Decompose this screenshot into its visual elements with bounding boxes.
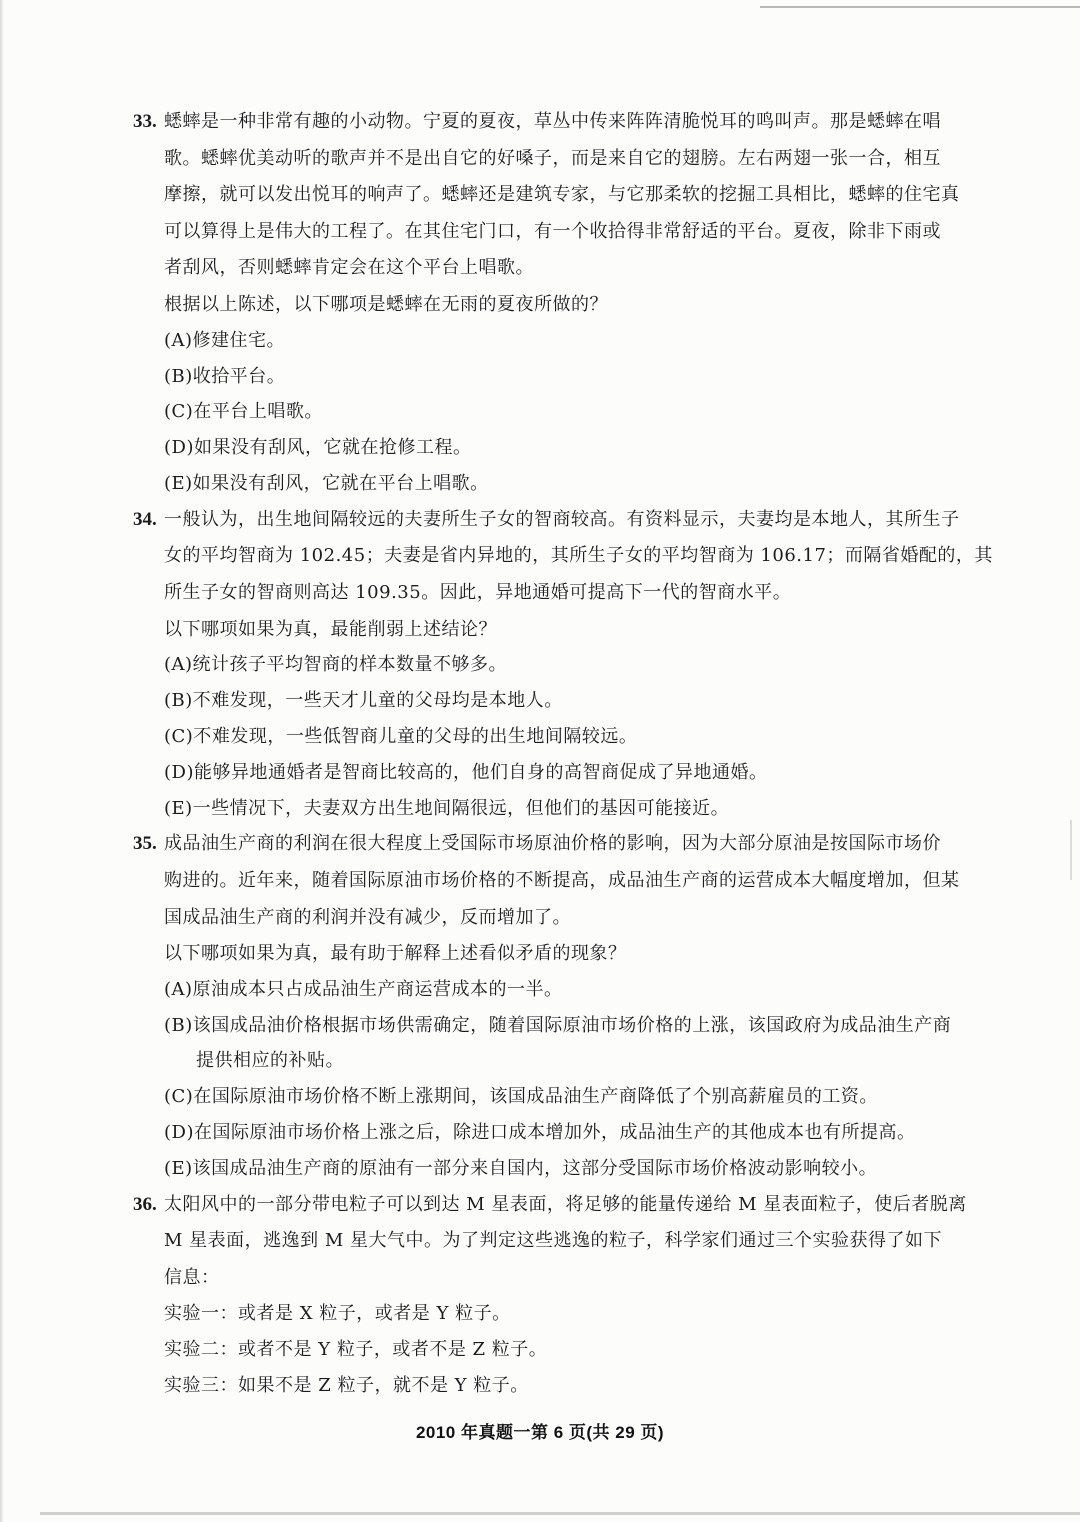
question-prompt: 根据以上陈述，以下哪项是蟋蟀在无雨的夏夜所做的？ bbox=[164, 293, 608, 315]
option-b: (B)收拾平台。 bbox=[164, 365, 286, 387]
question-number: 35. bbox=[133, 833, 157, 855]
scan-top-edge bbox=[760, 6, 1080, 8]
stem-line: 所生子女的智商则高达 109.35。因此，异地通婚可提高下一代的智商水平。 bbox=[164, 581, 792, 603]
option-b-line-1: (B)该国成品油价格根据市场供需确定，随着国际原油市场价格的上涨，该国政府为成品油生产商 bbox=[164, 1014, 952, 1036]
stem-line: 摩擦，就可以发出悦耳的响声了。蟋蟀还是建筑专家，与它那柔软的挖掘工具相比，蟋蟀的住宅真 bbox=[164, 184, 960, 206]
stem-line: 歌。蟋蟀优美动听的歌声并不是出自它的好嗓子，而是来自它的翅膀。左右两翅一张一合，相互 bbox=[164, 147, 941, 169]
stem-line: 信息： bbox=[164, 1266, 220, 1288]
question-stem bbox=[164, 104, 1013, 287]
stem-line: 女的平均智商为 102.45；夫妻是省内异地的，其所生子女的平均智商为 106.17；而隔省婚配的，其 bbox=[164, 545, 993, 567]
option-d: (D)如果没有刮风，它就在抢修工程。 bbox=[164, 437, 472, 459]
question-number: 34. bbox=[133, 508, 157, 530]
question-number: 33. bbox=[133, 111, 157, 132]
page-footer: 2010 年真题一第 6 页(共 29 页) bbox=[415, 1423, 665, 1442]
option-e: (E)一些情况下，夫妻双方出生地间隔很远，但他们的基因可能接近。 bbox=[164, 797, 730, 819]
question-prompt: 以下哪项如果为真，最有助于解释上述看似矛盾的现象？ bbox=[164, 943, 627, 965]
question-prompt: 以下哪项如果为真，最能削弱上述结论？ bbox=[164, 618, 497, 640]
option-d: (D)能够异地通婚者是智商比较高的，他们自身的高智商促成了异地通婚。 bbox=[164, 761, 768, 783]
option-a: (A)原油成本只占成品油生产商运营成本的一半。 bbox=[164, 978, 563, 1000]
option-a: (A)修建住宅。 bbox=[164, 329, 286, 351]
stem-line: 太阳风中的一部分带电粒子可以到达 M 星表面，将足够的能量传递给 M 星表面粒子，使后者脱离 bbox=[164, 1193, 967, 1215]
question-stem bbox=[164, 502, 1013, 612]
scan-left-shadow bbox=[0, 0, 4, 1522]
option-c: (C)不难发现，一些低智商儿童的父母的出生地间隔较远。 bbox=[164, 725, 638, 747]
question-stem bbox=[164, 826, 1013, 936]
stem-line: 购进的。近年来，随着国际原油市场价格的不断提高，成品油生产商的运营成本大幅度增加，但某 bbox=[164, 869, 960, 891]
experiment-3: 实验三：如果不是 Z 粒子，就不是 Y 粒子。 bbox=[164, 1375, 529, 1397]
experiment-2: 实验二：或者不是 Y 粒子，或者不是 Z 粒子。 bbox=[164, 1339, 548, 1361]
stem-line: 国成品油生产商的利润并没有减少，反而增加了。 bbox=[164, 906, 571, 928]
page-content bbox=[133, 104, 1013, 1404]
question-33 bbox=[133, 104, 1013, 502]
question-34 bbox=[133, 502, 1013, 827]
option-b bbox=[164, 1008, 1013, 1080]
stem-line: 者刮风，否则蟋蟀肯定会在这个平台上唱歌。 bbox=[164, 257, 534, 279]
stem-line: M 星表面，逃逸到 M 星大气中。为了判定这些逃逸的粒子，科学家们通过三个实验获得了如下 bbox=[164, 1230, 943, 1252]
option-c: (C)在平台上唱歌。 bbox=[164, 401, 323, 423]
stem-line: 蟋蟀是一种非常有趣的小动物。宁夏的夏夜，草丛中传来阵阵清脆悦耳的鸣叫声。那是蟋蟀在唱 bbox=[164, 111, 941, 132]
stem-line: 可以算得上是伟大的工程了。在其住宅门口，有一个收拾得非常舒适的平台。夏夜，除非下雨或 bbox=[164, 220, 941, 242]
option-a: (A)统计孩子平均智商的样本数量不够多。 bbox=[164, 654, 508, 676]
question-36 bbox=[133, 1187, 1013, 1404]
option-e: (E)如果没有刮风，它就在平台上唱歌。 bbox=[164, 472, 489, 494]
option-c: (C)在国际原油市场价格不断上涨期间，该国成品油生产商降低了个别高薪雇员的工资。 bbox=[164, 1086, 878, 1108]
option-b-line-2: 提供相应的补贴。 bbox=[196, 1050, 344, 1072]
question-number: 36. bbox=[133, 1193, 157, 1215]
stem-line: 一般认为，出生地间隔较远的夫妻所生子女的智商较高。有资料显示，夫妻均是本地人，其所生子 bbox=[164, 508, 960, 530]
scan-bottom-edge bbox=[40, 1512, 1080, 1515]
experiment-1: 实验一：或者是 X 粒子，或者是 Y 粒子。 bbox=[164, 1303, 511, 1325]
option-d: (D)在国际原油市场价格上涨之后，除进口成本增加外，成品油生产的其他成本也有所提高。 bbox=[164, 1122, 916, 1144]
option-b: (B)不难发现，一些天才儿童的父母均是本地人。 bbox=[164, 690, 563, 712]
question-stem bbox=[164, 1187, 1013, 1297]
scan-right-mark bbox=[1070, 820, 1072, 880]
stem-line: 成品油生产商的利润在很大程度上受国际市场原油价格的影响，因为大部分原油是按国际市场价 bbox=[164, 833, 941, 855]
option-e: (E)该国成品油生产商的原油有一部分来自国内，这部分受国际市场价格波动影响较小。 bbox=[164, 1157, 878, 1179]
question-35 bbox=[133, 826, 1013, 1186]
